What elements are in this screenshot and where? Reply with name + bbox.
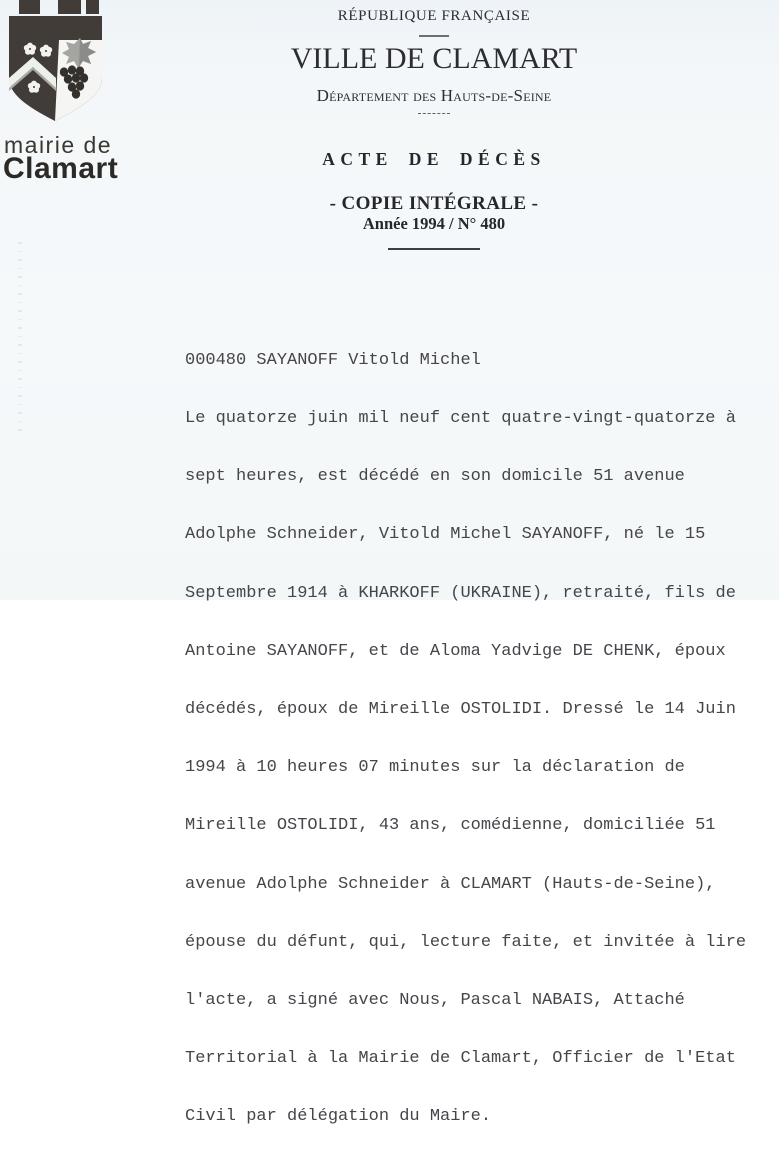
divider-title bbox=[388, 248, 480, 250]
divider-republic bbox=[419, 35, 449, 37]
act-body-line: avenue Adolphe Schneider à CLAMART (Hauts-de-Seine), bbox=[185, 874, 716, 894]
copy-type-label: - COPIE INTÉGRALE - bbox=[329, 193, 539, 214]
act-body-line: Antoine SAYANOFF, et de Aloma Yadvige DE CHENK, époux bbox=[185, 641, 726, 661]
republic-heading: RÉPUBLIQUE FRANÇAISE bbox=[337, 8, 531, 24]
act-body-line: Territorial à la Mairie de Clamart, Officier de l'Etat bbox=[185, 1049, 736, 1069]
act-body-line: épouse du défunt, qui, lecture faite, et invitée à lire bbox=[185, 932, 747, 952]
act-body-line: 000480 SAYANOFF Vitold Michel bbox=[185, 350, 481, 370]
city-heading: VILLE DE CLAMART bbox=[290, 42, 578, 75]
divider-department bbox=[418, 113, 450, 114]
mairie-city-label: Clamart bbox=[3, 152, 119, 185]
act-body-line: décédés, époux de Mireille OSTOLIDI. Dressé le 14 Juin bbox=[185, 700, 736, 720]
act-body-line: Mireille OSTOLIDI, 43 ans, comédienne, domiciliée 51 bbox=[185, 816, 716, 836]
act-body-line: l'acte, a signé avec Nous, Pascal NABAIS, Attaché bbox=[185, 991, 685, 1011]
act-body-line: sept heures, est décédé en son domicile 51 avenue bbox=[185, 467, 685, 487]
act-title: ACTE DE DÉCÈS bbox=[322, 149, 546, 169]
department-heading: Département des Hauts-de-Seine bbox=[316, 86, 552, 105]
act-body-line: Civil par délégation du Maire. bbox=[185, 1107, 492, 1127]
act-body-line: Septembre 1914 à KHARKOFF (UKRAINE), retraité, fils de bbox=[185, 583, 736, 603]
act-body-line: Adolphe Schneider, Vitold Michel SAYANOFF, né le 15 bbox=[185, 525, 706, 545]
scan-artifact bbox=[18, 242, 22, 432]
act-body-line: Le quatorze juin mil neuf cent quatre-vingt-quatorze à bbox=[185, 409, 736, 429]
act-body-text bbox=[185, 312, 746, 1166]
mairie-label: mairie de bbox=[4, 132, 113, 158]
letterhead bbox=[90, 0, 778, 300]
act-body-line: 1994 à 10 heures 07 minutes sur la déclaration de bbox=[185, 758, 685, 778]
year-number-label: Année 1994 / N° 480 bbox=[362, 214, 506, 233]
